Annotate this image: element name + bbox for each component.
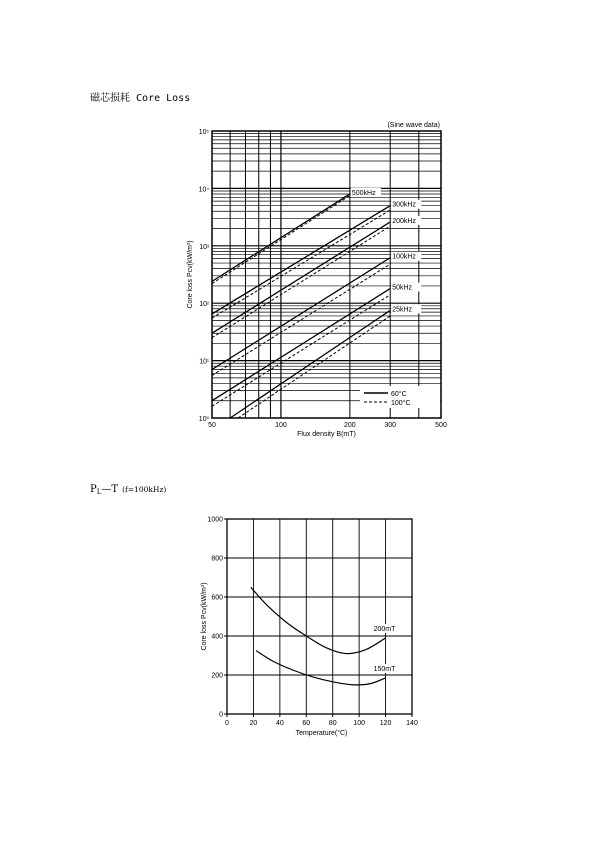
y-tick-label: 10⁰ bbox=[198, 416, 209, 423]
chart-annotation: (Sine wave data) bbox=[387, 122, 440, 129]
pl-t-title-sub: L bbox=[96, 488, 102, 496]
x-tick-label: 20 bbox=[249, 720, 258, 727]
y-tick-label: 10⁴ bbox=[198, 186, 209, 194]
pl-t-title-main: P bbox=[90, 484, 97, 495]
plot-frame bbox=[227, 519, 412, 714]
y-tick-label: 10³ bbox=[199, 243, 209, 251]
x-tick-label: 50 bbox=[208, 422, 216, 429]
legend-label: 100°C bbox=[391, 400, 411, 407]
y-axis-label: Core loss Pcv(kW/m³) bbox=[187, 240, 194, 309]
x-tick-label: 100 bbox=[353, 720, 365, 727]
x-tick-label: 60 bbox=[302, 720, 311, 727]
x-tick-label: 40 bbox=[275, 720, 284, 727]
core-loss-title-en: Core Loss bbox=[136, 93, 191, 104]
x-tick-label: 80 bbox=[328, 720, 337, 727]
x-tick-label: 120 bbox=[379, 720, 392, 727]
series-label-150mT: 150mT bbox=[373, 665, 396, 673]
y-tick-label: 10² bbox=[199, 301, 209, 309]
series-label-200kHz: 200kHz bbox=[392, 217, 416, 225]
y-tick-label: 600 bbox=[211, 594, 223, 602]
y-tick-label: 0 bbox=[219, 711, 223, 719]
y-tick-label: 200 bbox=[211, 672, 223, 680]
y-tick-label: 800 bbox=[211, 555, 223, 563]
x-tick-label: 140 bbox=[406, 720, 418, 727]
pl-t-condition: (f=100kHz) bbox=[122, 485, 167, 494]
x-tick-label: 0 bbox=[225, 720, 229, 727]
legend-label: 60°C bbox=[391, 391, 407, 398]
x-tick-label: 200 bbox=[344, 422, 356, 429]
x-axis-label: Temperature(°C) bbox=[295, 730, 348, 737]
series-label-100kHz: 100kHz bbox=[392, 253, 416, 261]
series-label-300kHz: 300kHz bbox=[392, 201, 416, 209]
pl-t-title-rest: —T bbox=[101, 484, 119, 495]
x-tick-label: 100 bbox=[275, 422, 287, 429]
curve-150mT bbox=[256, 651, 386, 685]
x-axis-label: Flux density B(mT) bbox=[297, 431, 356, 438]
x-tick-label: 300 bbox=[384, 422, 397, 429]
y-tick-label: 10¹ bbox=[199, 358, 209, 366]
y-tick-label: 10⁵ bbox=[198, 129, 209, 136]
series-label-50kHz: 50kHz bbox=[392, 284, 413, 292]
y-tick-label: 400 bbox=[211, 633, 223, 641]
y-tick-label: 1000 bbox=[207, 516, 223, 524]
y-axis-label: Core loss Pcv(kW/m³) bbox=[201, 582, 208, 651]
x-tick-label: 500 bbox=[435, 422, 447, 429]
series-label-200mT: 200mT bbox=[373, 625, 396, 633]
series-label-25kHz: 25kHz bbox=[392, 306, 413, 314]
core-loss-title-cn: 磁芯损耗 bbox=[90, 93, 130, 104]
series-label-500kHz: 500kHz bbox=[351, 189, 376, 197]
